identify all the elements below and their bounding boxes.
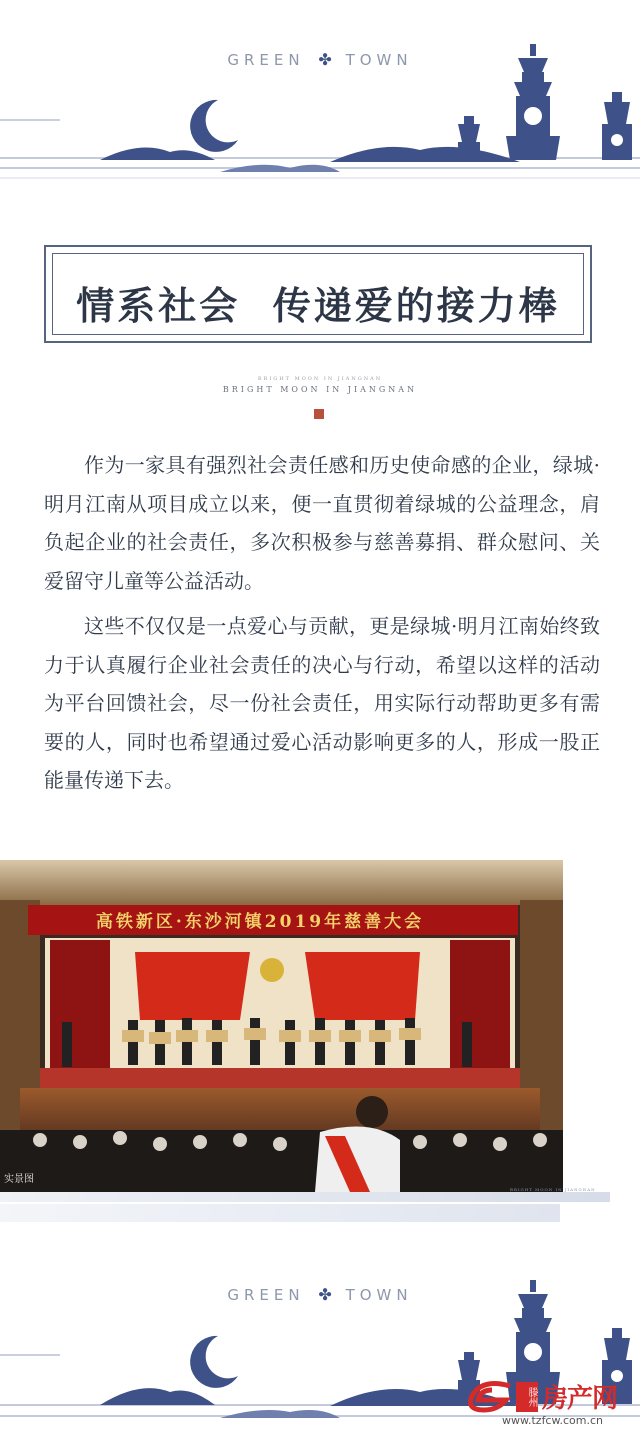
- watermark-region: 滕州: [516, 1382, 538, 1412]
- subtitle: BRIGHT MOON IN JIANGNAN: [222, 385, 418, 394]
- header-banner: [0, 0, 640, 190]
- brand-right: TOWN: [345, 1286, 413, 1304]
- article-body: [44, 446, 600, 807]
- e-logo-icon: [462, 1378, 516, 1414]
- hill-shape: [100, 148, 215, 161]
- subtitle-small: BRIGHT MOON IN JIANGNAN: [257, 376, 383, 382]
- brand-left: GREEN: [227, 1286, 305, 1304]
- decorative-strip: [0, 1192, 610, 1202]
- paragraph: 作为一家具有强烈社会责任感和历史使命感的企业，绿城·明月江南从项目成立以来，便一直贯彻着绿城的公益理念，肩负起企业的社会责任，多次积极参与慈善募捐、群众慰问、关爱留守儿童等公益活动。: [44, 453, 600, 593]
- seal-icon: [314, 409, 324, 419]
- event-photo: [0, 860, 563, 1192]
- photo-caption: 实景图: [4, 1174, 34, 1185]
- brand-left: GREEN: [227, 51, 305, 69]
- clover-icon: ✤: [318, 50, 332, 69]
- crescent-moon-icon: [190, 100, 238, 152]
- ceremony-banner: 高铁新区·东沙河镇2019年慈善大会: [95, 912, 425, 932]
- decorative-strip: [0, 1204, 560, 1222]
- site-watermark: [462, 1378, 632, 1428]
- clover-icon: ✤: [318, 1285, 332, 1304]
- paragraph: 这些不仅仅是一点爱心与贡献，更是绿城·明月江南始终致力于认真履行企业社会责任的决心与行动，希望以这样的活动为平台回馈社会，尽一份社会责任，用实际行动帮助更多有需要的人，同时也希望通过爱心活动影响更多的人，形成一股正能量传递下去。: [44, 614, 600, 792]
- brand-right: TOWN: [345, 51, 413, 69]
- watermark-url: www.tzfcw.com.cn: [502, 1414, 603, 1427]
- crescent-moon-icon: [190, 1336, 238, 1388]
- landscape-illustration: [0, 0, 640, 190]
- pagoda-icon: [506, 44, 560, 160]
- title-frame: [44, 245, 592, 343]
- watermark-name: 房产网: [542, 1384, 618, 1414]
- strip-label: BRIGHT MOON IN JIANGNAN: [510, 1187, 596, 1192]
- page-title: 情系社会 传递爱的接力棒: [76, 283, 560, 328]
